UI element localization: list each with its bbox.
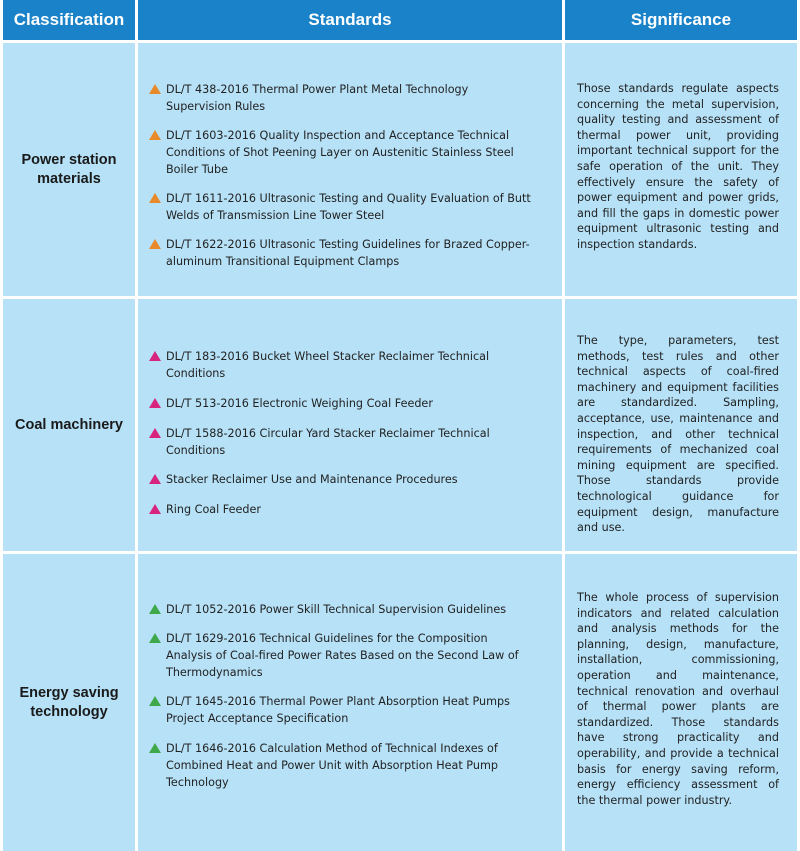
standard-text: DL/T 1052-2016 Power Skill Technical Supervision Guidelines	[166, 603, 507, 616]
list-item	[146, 236, 536, 270]
row-classification	[3, 43, 135, 296]
list-item	[146, 348, 536, 382]
row-classification	[3, 554, 135, 851]
standard-text: DL/T 1629-2016 Technical Guidelines for the Composition Analysis of Coal-fired Power Rates Based on the Second Law of Thermodynamics	[166, 632, 519, 679]
row-standards	[138, 299, 562, 551]
list-item	[146, 395, 536, 412]
standard-text: DL/T 183-2016 Bucket Wheel Stacker Reclaimer Technical Conditions	[166, 350, 490, 380]
row-classification	[3, 299, 135, 551]
standard-text: DL/T 1646-2016 Calculation Method of Technical Indexes of Combined Heat and Power Unit with Absorption Heat Pump Technology	[166, 742, 498, 789]
header-standards: Standards	[138, 0, 562, 40]
significance-text: Those standards regulate aspects concerning the metal supervision, quality testing and assessment of thermal power unit, providing important technical support for the safe operation of the unit. They effectively ensure the safety of power equipment and power grids, and fill the gaps in domestic power equipment ultrasonic testing and inspection standards.	[577, 82, 779, 251]
significance-text: The type, parameters, test methods, test rules and other technical aspects of coal-fired machinery and equipment facilities are standardized. Sampling, acceptance, use, maintenance and inspection, and other technical requirements of mechanized coal mining equipment are specified. Those standards provide technological guidance for equipment design, manufacture and use.	[577, 334, 779, 535]
standard-text: DL/T 1611-2016 Ultrasonic Testing and Quality Evaluation of Butt Welds of Transmission Line Tower Steel	[166, 192, 531, 222]
header-classification: Classification	[3, 0, 135, 40]
standard-text: DL/T 1603-2016 Quality Inspection and Acceptance Technical Conditions of Shot Peening Layer on Austenitic Stainless Steel Boiler Tube	[166, 129, 514, 176]
standard-text: DL/T 1622-2016 Ultrasonic Testing Guidelines for Brazed Copper-aluminum Transitional Equipment Clamps	[166, 238, 530, 268]
list-item	[146, 740, 536, 791]
list-item	[146, 601, 536, 618]
standard-text: DL/T 1588-2016 Circular Yard Stacker Reclaimer Technical Conditions	[166, 427, 490, 457]
triangle-bullet-icon	[149, 130, 161, 140]
triangle-bullet-icon	[149, 604, 161, 614]
standard-text: DL/T 513-2016 Electronic Weighing Coal Feeder	[166, 397, 433, 410]
triangle-bullet-icon	[149, 428, 161, 438]
triangle-bullet-icon	[149, 474, 161, 484]
list-item	[146, 81, 536, 115]
triangle-bullet-icon	[149, 398, 161, 408]
standard-text: Stacker Reclaimer Use and Maintenance Procedures	[166, 473, 458, 486]
triangle-bullet-icon	[149, 239, 161, 249]
standard-text: DL/T 1645-2016 Thermal Power Plant Absorption Heat Pumps Project Acceptance Specification	[166, 695, 510, 725]
triangle-bullet-icon	[149, 633, 161, 643]
row-significance	[565, 554, 797, 851]
classification-label: Coal machinery	[15, 416, 123, 433]
significance-text: The whole process of supervision indicators and related calculation and analysis methods for the planning, design, manufacture, installation, commissioning, operation and maintenance, technical renovation and overhaul of thermal power plants are standardized. Those standards have strong practicality and operability, and provide a technical basis for energy saving reform, energy efficiency assessment of the thermal power industry.	[577, 591, 779, 807]
list-item	[146, 425, 536, 459]
list-item	[146, 127, 536, 178]
triangle-bullet-icon	[149, 743, 161, 753]
triangle-bullet-icon	[149, 193, 161, 203]
standard-text: Ring Coal Feeder	[166, 503, 261, 516]
classification-label: Power station materials	[21, 151, 117, 187]
row-standards	[138, 554, 562, 851]
standard-text: DL/T 438-2016 Thermal Power Plant Metal Technology Supervision Rules	[166, 83, 469, 113]
triangle-bullet-icon	[149, 696, 161, 706]
header-significance: Significance	[565, 0, 797, 40]
classification-label: Energy saving technology	[19, 684, 119, 720]
triangle-bullet-icon	[149, 351, 161, 361]
list-item	[146, 693, 536, 727]
row-standards	[138, 43, 562, 296]
triangle-bullet-icon	[149, 84, 161, 94]
list-item	[146, 190, 536, 224]
row-significance	[565, 299, 797, 551]
list-item	[146, 501, 536, 518]
row-significance	[565, 43, 797, 296]
triangle-bullet-icon	[149, 504, 161, 514]
list-item	[146, 630, 536, 681]
list-item	[146, 471, 536, 488]
